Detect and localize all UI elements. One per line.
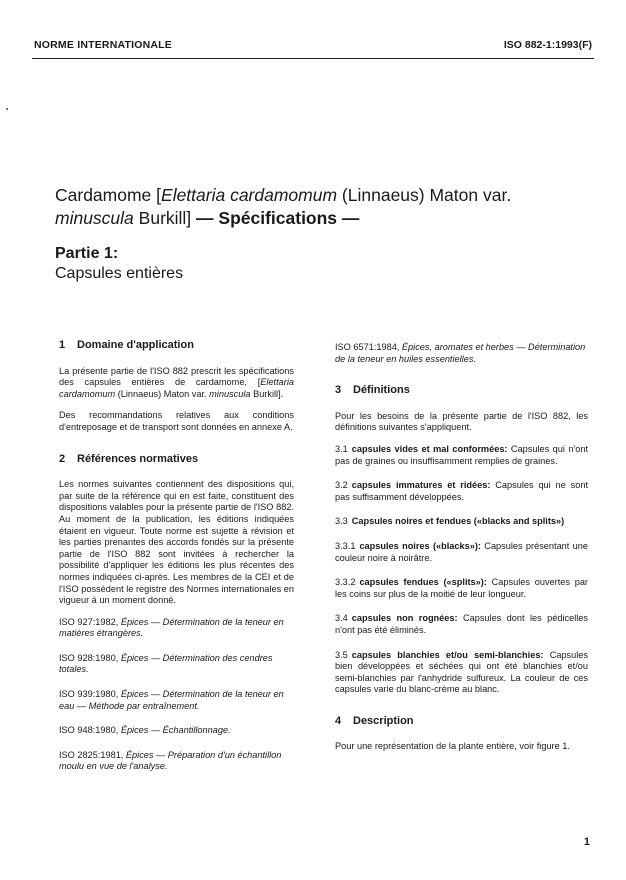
section-3-intro: Pour les besoins de la présente partie de l'ISO 882, les définitions suivantes s'appliquent. — [335, 410, 588, 433]
left-column — [59, 340, 294, 786]
section-1-paragraph-2: Des recommandations relatives aux conditions d'entreposage et de transport sont données en annexe A. — [59, 410, 294, 432]
section-4-heading: 4 Description — [335, 714, 414, 727]
definition-item: 3.3.2 capsules fendues («splits»): Capsules ouvertes par les coins sur plus de la moitié de leur longueur. — [335, 577, 588, 599]
definition-item: 3.1 capsules vides et mal conformées: Capsules qui n'ont pas de graines ou insuffisamment remplies de graines. — [335, 443, 589, 466]
normative-reference: ISO 948:1980, Épices — Échantillonnage. — [59, 725, 231, 736]
section-2-heading: 2 Références normatives — [59, 452, 199, 465]
right-column — [335, 342, 588, 763]
header-standard-type: NORME INTERNATIONALE — [34, 39, 172, 51]
normative-reference: ISO 927:1982, Épices — Détermination de la teneur en matières étrangères. — [59, 616, 284, 639]
document-title: Cardamome [Elettaria cardamomum (Linnaeus) Maton var. minuscula Burkill] — Spécifications — — [55, 185, 512, 228]
header-rule — [32, 58, 594, 59]
normative-reference: ISO 6571:1984, Épices, aromates et herbes — Détermination de la teneur en huiles essentielles. — [335, 342, 586, 364]
definition-item: 3.4 capsules non rognées: Capsules dont les pédicelles n'ont pas été éliminés. — [335, 613, 588, 635]
normative-reference: ISO 2825:1981, Épices — Préparation d'un échantillon moulu en vue de l'analyse. — [59, 749, 282, 772]
definition-item: 3.5 capsules blanchies et/ou semi-blanchies: Capsules bien développées et séchées qui ont été blanchies et/ou semi-blanchies par l'anhydride sulfureux. La couleur de ces capsules varie du blanc-crème au blanc. — [335, 649, 589, 695]
definition-item: 3.2 capsules immatures et ridées: Capsules qui ne sont pas suffisamment développées. — [335, 480, 589, 502]
part-name: Capsules entières — [55, 265, 184, 282]
section-1-heading: 1 Domaine d'application — [59, 339, 194, 351]
header-standard-number: ISO 882-1:1993(F) — [503, 39, 592, 51]
normative-reference: ISO 928:1980, Épices — Détermination des cendres totales. — [59, 652, 273, 675]
section-2-paragraph: Les normes suivantes contiennent des dispositions qui, par suite de la référence qui en est faite, constituent des dispositions valables pour la présente partie de l'ISO 882. Au moment de la publication, les éditions indiquées étaient en vigueur. Toute norme est sujette à révision et les parties prenantes des accords fondés sur la présente partie de l'ISO 882 sont invitées à rechercher la possibilité d'appliquer les éditions les plus récentes des normes indiquées ci-après. Les membres de la CEI et de l'ISO possèdent le registre des Normes internationales en vigueur à un moment donné. — [59, 479, 294, 606]
section-1-paragraph-1: La présente partie de l'ISO 882 prescrit les spécifications des capsules entières de cardamome, [Elettaria cardamomum (Linnaeus) Maton var. minuscula Burkill]. — [59, 365, 294, 399]
section-4-paragraph: Pour une représentation de la plante entière, voir figure 1. — [335, 741, 570, 752]
scan-speck — [6, 108, 8, 110]
page-number: 1 — [583, 836, 590, 848]
definition-item: 3.3.1 capsules noires («blacks»): Capsules présentant une couleur noire à noirâtre. — [335, 540, 588, 563]
normative-reference: ISO 939:1980, Épices — Détermination de la teneur en eau — Méthode par entraînement. — [59, 689, 284, 711]
section-3-heading: 3 Définitions — [335, 384, 410, 397]
definition-item: 3.3 Capsules noires et fendues («blacks and splits») — [335, 516, 565, 527]
part-number: Partie 1: — [55, 245, 119, 262]
